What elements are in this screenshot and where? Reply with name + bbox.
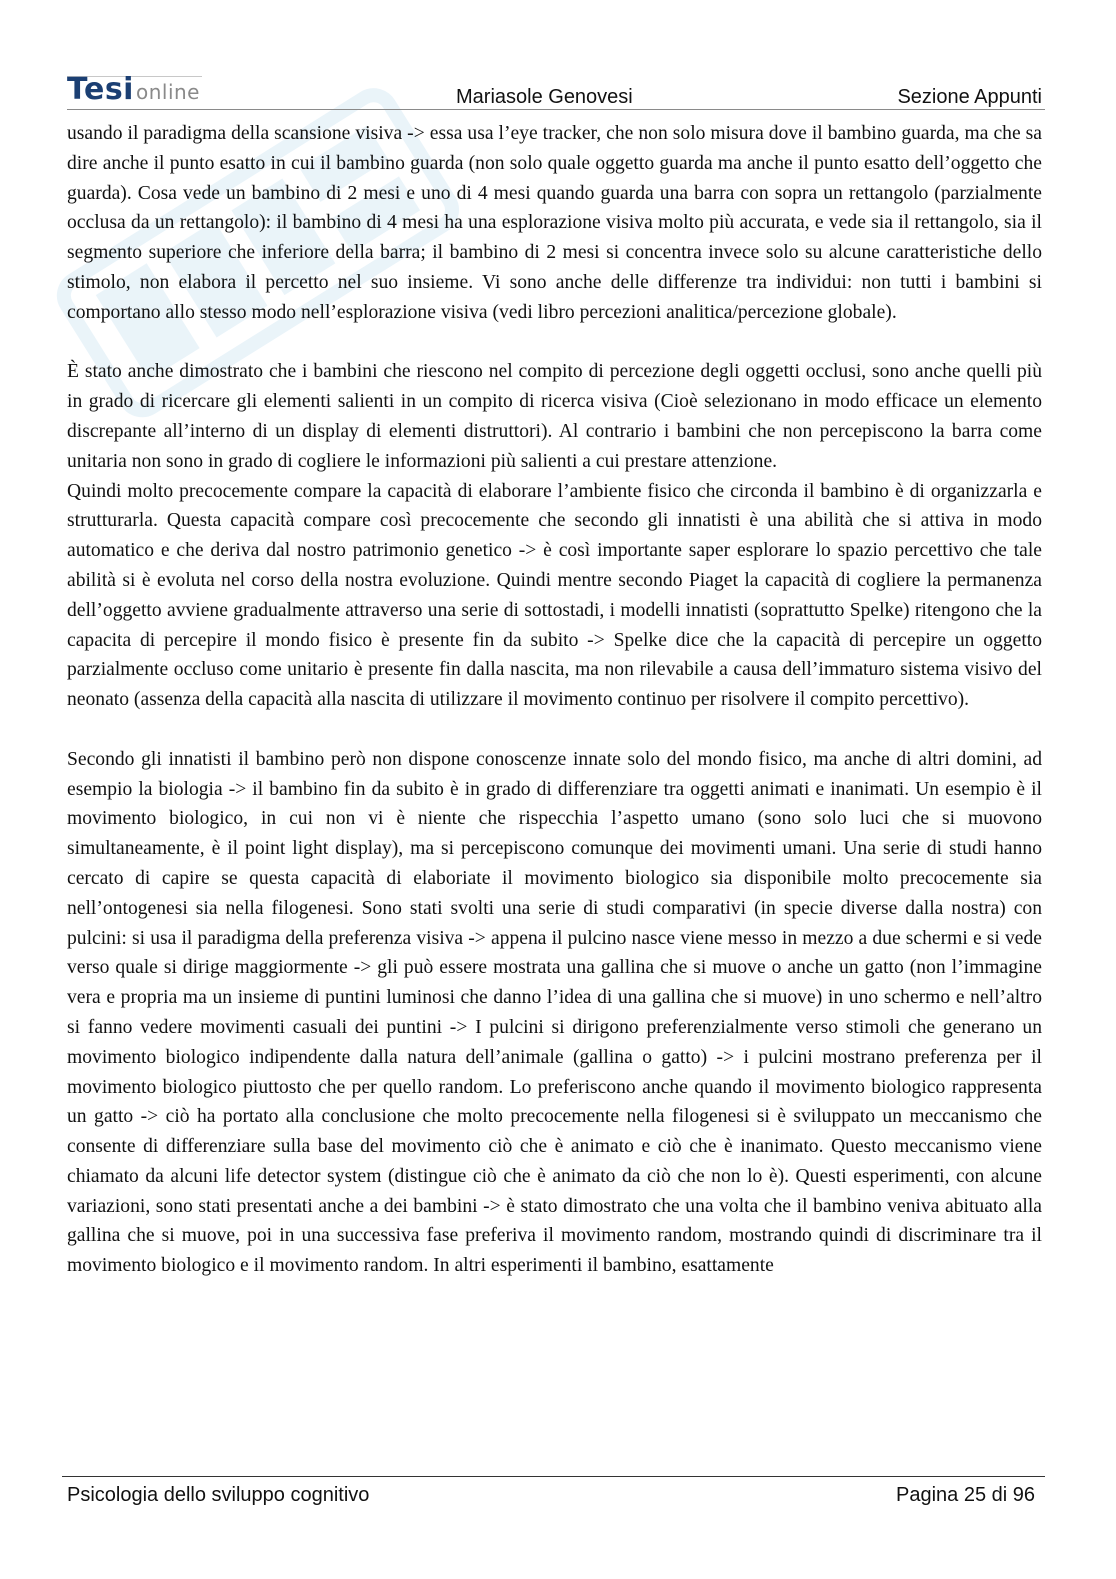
body-paragraph: usando il paradigma della scansione visiva -> essa usa l’eye tracker, che non solo misura dove il bambino guarda, ma che sa dire anche il punto esatto in cui il bambino guarda (non solo quale oggetto guarda ma anche il punto esatto dell’oggetto che guarda). Cosa vede un bambino di 2 mesi e uno di 4 mesi quando guarda una barra con sopra un rettangolo (parzialmente occlusa da un rettangolo): il bambino di 4 mesi ha una esplorazione visiva molto più accurata, e vede sia il rettangolo, sia il segmento superiore che inferiore della barra; il bambino di 2 mesi si concentra invece solo su alcune caratteristiche dello stimolo, non elabora il percetto nel suo insieme. Vi sono anche delle differenze tra individui: non tutti i bambini si comportano allo stesso modo nell’esplorazione visiva (vedi libro percezioni analitica/percezione globale). xyxy=(67,123,1042,323)
logo-main-text: Tesi xyxy=(67,72,134,107)
body-paragraph: È stato anche dimostrato che i bambini che riescono nel compito di percezione degli oggetti occlusi, sono anche quelli più in grado di ricercare gli elementi salienti in un compito di ricerca visiva (Cioè selezionano in modo efficace un elemento discrepante all’interno di un display di elementi distruttori). Al contrario i bambini che non percepiscono la barra come unitaria non sono in grado di cogliere le informazioni più salienti a cui prestare attenzione. xyxy=(67,361,1042,472)
header-section: Sezione Appunti xyxy=(897,86,1042,108)
tesionline-logo xyxy=(67,72,200,110)
header-divider xyxy=(67,109,1045,110)
page-header xyxy=(67,72,1045,112)
body-paragraph: Secondo gli innatisti il bambino però non dispone conoscenze innate solo del mondo fisico, ma anche di altri domini, ad esempio la biologia -> il bambino fin da subito è in grado di differenziare tra oggetti animati e inanimati. Un esempio è il movimento biologico, in cui non vi è niente che rispecchia l’aspetto umano (sono solo luci che si muovono simultaneamente, è il point light display), ma si percepiscono comunque dei movimenti umani. Una serie di studi hanno cercato di capire se questa capacità di elaboriate il movimento biologico sia disponibile molto precocemente sia nell’ontogenesi sia nella filogenesi. Sono stati svolti una serie di studi comparativi (in specie diverse dalla nostra) con pulcini: si usa il paradigma della preferenza visiva -> appena il pulcino nasce viene messo in mezzo a due schermi e si vede verso quale si dirige maggiormente -> gli può essere mostrata una gallina che si muove o anche un gatto (non l’immagine vera e propria ma un insieme di puntini luminosi che danno l’idea di una gallina che si muove) in uno schermo e nell’altro si fanno vedere movimenti casuali dei puntini -> I pulcini si dirigono preferenzialmente verso stimoli che generano un movimento biologico indipendente dalla natura dell’animale (gallina o gatto) -> i pulcini mostrano preferenza per il movimento biologico piuttosto che per quello random. Lo preferiscono anche quando il movimento biologico rappresenta un gatto -> ciò ha portato alla conclusione che molto precocemente nella filogenesi si è sviluppato un meccanismo che consente di differenziare sulla base del movimento ciò che è animato e ciò che è inanimato. Questo meccanismo viene chiamato da alcuni life detector system (distingue ciò che è animato da ciò che non lo è). Questi esperimenti, con alcune variazioni, sono stati presentati anche a dei bambini -> è stato dimostrato che una volta che il bambino veniva abituato alla gallina che si muove, poi in una successiva fase preferiva il movimento random, mostrando quindi di discriminare tra il movimento biologico e il movimento random. In altri esperimenti il bambino, esattamente xyxy=(67,748,1042,1277)
footer-divider xyxy=(62,1476,1045,1477)
footer-page-number: Pagina 25 di 96 xyxy=(895,1484,1035,1506)
footer-course-title: Psicologia dello sviluppo cognitivo xyxy=(67,1484,370,1506)
logo-sub-text: online xyxy=(135,80,200,104)
page-body xyxy=(67,119,1042,1281)
header-author: Mariasole Genovesi xyxy=(456,86,633,108)
body-paragraph: Quindi molto precocemente compare la capacità di elaborare l’ambiente fisico che circonda il bambino è di organizzarla e strutturarla. Questa capacità compare così precocemente che secondo gli innatisti è una abilità che si attiva in modo automatico e che deriva dal nostro patrimonio genetico -> è così importante saper esplorare lo spazio percettivo che tale abilità si è evoluta nel corso della nostra evoluzione. Quindi mentre secondo Piaget la capacità di cogliere la permanenza dell’oggetto avviene gradualmente attraverso una serie di sottostadi, i modelli innatisti (soprattutto Spelke) ritengono che la capacita di percepire il mondo fisico è presente fin da subito -> Spelke dice che la capacità di percepire un oggetto parzialmente occluso come unitario è presente fin dalla nascita, ma non rilevabile a causa dell’immaturo sistema visivo del neonato (assenza della capacità alla nascita di utilizzare il movimento continuo per risolvere il compito percettivo). xyxy=(67,480,1042,711)
